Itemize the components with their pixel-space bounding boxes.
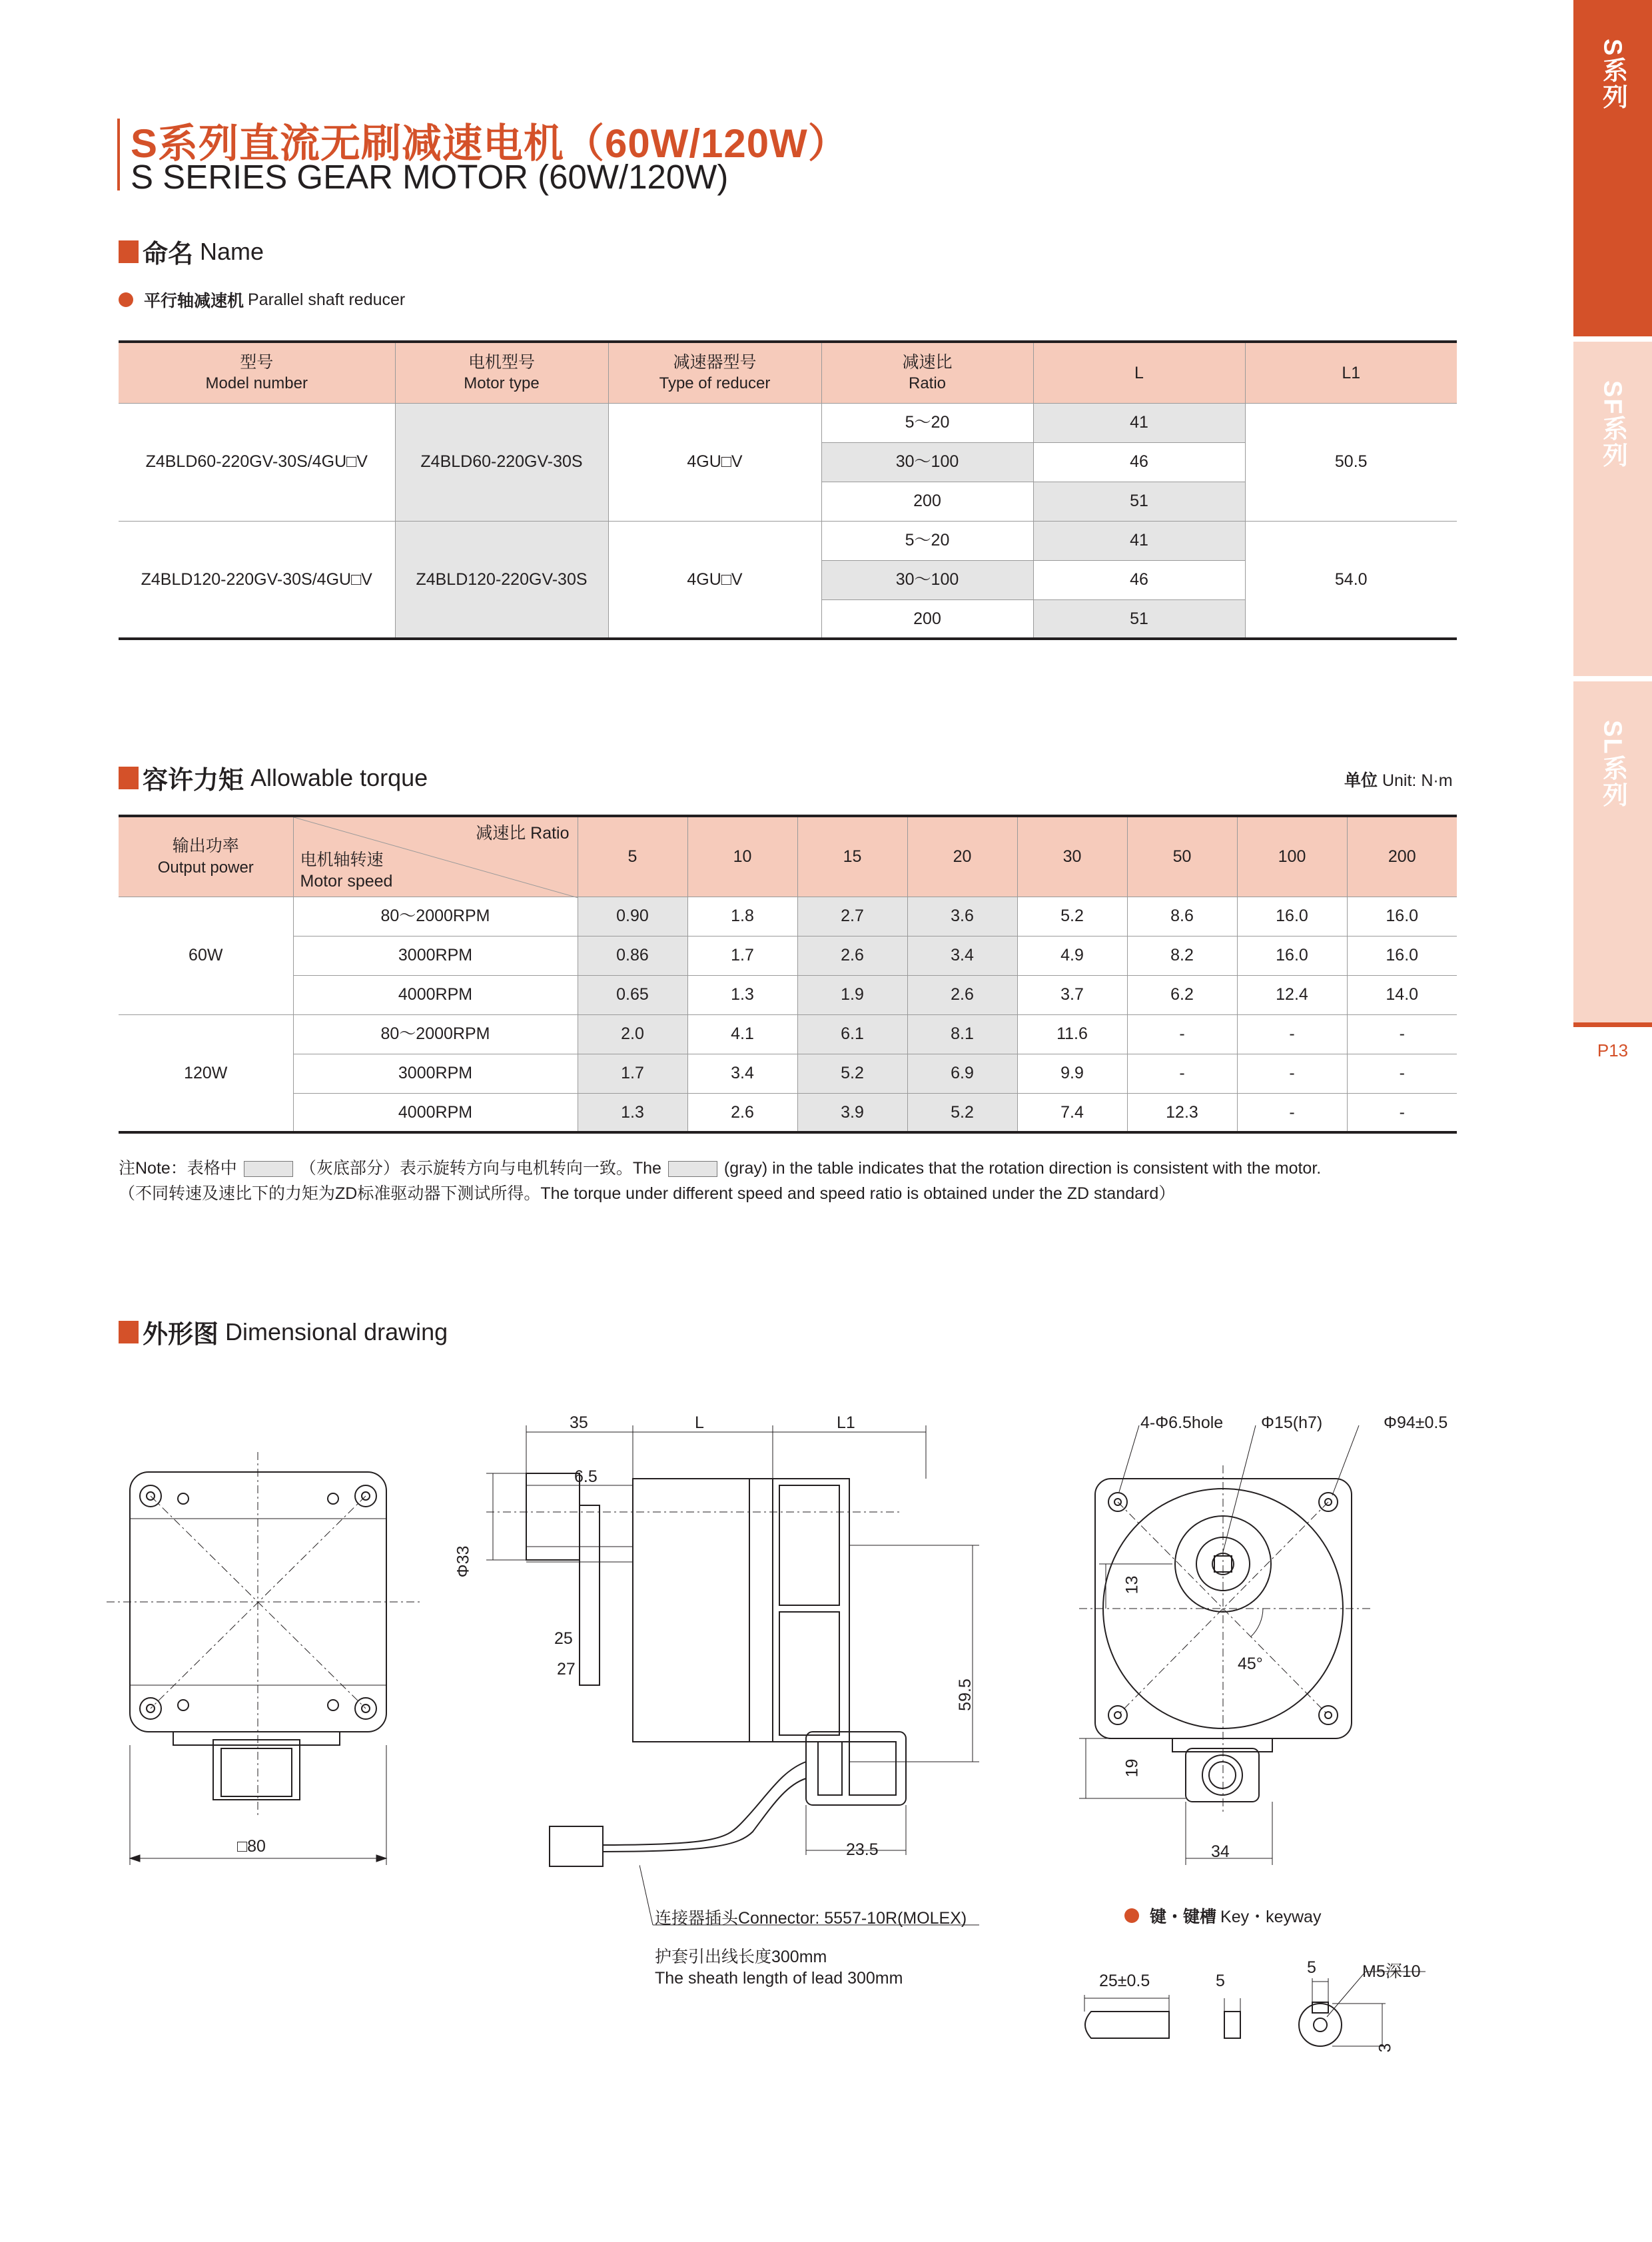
torque-cell: 5.2	[907, 1093, 1017, 1132]
torque-cell: 14.0	[1347, 975, 1457, 1014]
header-ratio-30: 30	[1017, 816, 1127, 897]
power-cell: 60W	[119, 897, 293, 1014]
dim-shaft-dia: Φ15(h7)	[1261, 1413, 1323, 1432]
page-title-en: S SERIES GEAR MOTOR (60W/120W)	[131, 158, 729, 196]
dim-34: 34	[1211, 1842, 1230, 1861]
section-drawing-heading	[119, 1313, 448, 1350]
ratio-cell: 30～100	[821, 560, 1033, 599]
header-speed-label: 电机轴转速 Motor speed	[300, 850, 393, 891]
dim-l: L	[695, 1413, 704, 1432]
torque-cell: 1.9	[797, 975, 907, 1014]
header-ratio-200: 200	[1347, 816, 1457, 897]
dim-35: 35	[570, 1413, 588, 1432]
side-tab-sf-label: SF系列	[1598, 380, 1627, 469]
section-name-en: Name	[200, 237, 264, 265]
header-output-power: 输出功率 Output power	[119, 816, 293, 897]
header-ratio-15: 15	[797, 816, 907, 897]
end-view-drawing	[1079, 1412, 1452, 1878]
unit-cn: 单位	[1344, 771, 1378, 790]
torque-cell: -	[1347, 1093, 1457, 1132]
torque-cell: 1.7	[687, 936, 797, 975]
dim-19: 19	[1122, 1758, 1142, 1778]
table-row	[119, 1054, 1457, 1093]
motor-cell: Z4BLD60-220GV-30S	[395, 403, 608, 521]
key-heading-en: Key・keyway	[1220, 1908, 1322, 1926]
dim-23-5: 23.5	[846, 1840, 879, 1859]
speed-cell: 3000RPM	[293, 1054, 578, 1093]
torque-cell: -	[1127, 1014, 1237, 1054]
dim-shaft-diameter: Φ33	[454, 1545, 473, 1578]
torque-cell: 4.9	[1017, 936, 1127, 975]
torque-cell: 3.4	[907, 936, 1017, 975]
l1-cell: 50.5	[1245, 403, 1457, 521]
dim-59-5: 59.5	[955, 1679, 975, 1711]
speed-cell: 3000RPM	[293, 936, 578, 975]
torque-cell: 16.0	[1347, 897, 1457, 936]
dim-pcd: Φ94±0.5	[1384, 1413, 1448, 1432]
torque-cell: -	[1237, 1054, 1347, 1093]
model-cell: Z4BLD60-220GV-30S/4GU□V	[119, 403, 395, 521]
unit-label	[1344, 767, 1453, 791]
torque-cell: 3.9	[797, 1093, 907, 1132]
table-row	[119, 975, 1457, 1014]
naming-table	[119, 340, 1457, 640]
page-title-cn: S系列直流无刷减速电机（60W/120W）	[131, 121, 849, 166]
torque-cell: 1.8	[687, 897, 797, 936]
header-ratio-10: 10	[687, 816, 797, 897]
unit-en: Unit: N·m	[1382, 771, 1453, 790]
torque-cell: 6.9	[907, 1054, 1017, 1093]
torque-cell: -	[1347, 1054, 1457, 1093]
l-cell: 51	[1033, 482, 1245, 521]
ratio-cell: 200	[821, 482, 1033, 521]
header-model: 型号 Model number	[119, 342, 395, 403]
torque-cell: 16.0	[1347, 936, 1457, 975]
torque-cell: 0.65	[578, 975, 687, 1014]
connector-block	[806, 1732, 906, 1805]
page-number: P13	[1597, 1040, 1629, 1060]
header-ratio-100: 100	[1237, 816, 1347, 897]
table-row	[119, 936, 1457, 975]
dim-25: 25	[554, 1629, 573, 1648]
torque-cell: 12.3	[1127, 1093, 1237, 1132]
torque-cell: 3.7	[1017, 975, 1127, 1014]
torque-cell: 0.90	[578, 897, 687, 936]
torque-cell: 1.3	[578, 1093, 687, 1132]
key-keyway-heading	[1124, 1904, 1321, 1928]
torque-cell: 5.2	[1017, 897, 1127, 936]
keyway-depth-label: 3	[1376, 2043, 1395, 2053]
gray-swatch	[244, 1161, 293, 1177]
torque-cell: 4.1	[687, 1014, 797, 1054]
section-name-heading	[119, 233, 264, 270]
bullet-dot	[1124, 1908, 1139, 1923]
lead-length-cn: 护套引出线长度300mm	[655, 1948, 827, 1966]
naming-header-row	[119, 342, 1457, 403]
torque-cell: 2.6	[687, 1093, 797, 1132]
table-row	[119, 897, 1457, 936]
table-row	[119, 1093, 1457, 1132]
gray-swatch	[668, 1161, 717, 1177]
lead-length-en: The sheath length of lead 300mm	[655, 1969, 903, 1988]
torque-cell: 1.7	[578, 1054, 687, 1093]
table-row	[119, 403, 1457, 442]
header-ratio-speed	[293, 816, 578, 897]
torque-cell: 2.0	[578, 1014, 687, 1054]
torque-cell: 8.6	[1127, 897, 1237, 936]
section-marker	[119, 240, 139, 263]
bullet-en: Parallel shaft reducer	[248, 290, 406, 309]
section-drawing-en: Dimensional drawing	[225, 1317, 448, 1345]
side-tab-s[interactable]	[1573, 0, 1652, 336]
torque-cell: -	[1237, 1014, 1347, 1054]
table-row	[119, 521, 1457, 560]
torque-cell: 6.1	[797, 1014, 907, 1054]
section-torque-heading	[119, 759, 428, 796]
speed-cell: 80～2000RPM	[293, 1014, 578, 1054]
section-drawing-cn: 外形图	[143, 1321, 219, 1349]
torque-cell: 11.6	[1017, 1014, 1127, 1054]
shaft-end	[1299, 2004, 1342, 2046]
key-outline	[1085, 2012, 1169, 2038]
header-motor-type: 电机型号 Motor type	[395, 342, 608, 403]
gearbox-body	[633, 1479, 849, 1742]
torque-cell: 16.0	[1237, 936, 1347, 975]
torque-cell: 5.2	[797, 1054, 907, 1093]
torque-cell: 8.1	[907, 1014, 1017, 1054]
side-divider	[1573, 1022, 1652, 1027]
section-marker	[119, 1321, 139, 1343]
power-cell: 120W	[119, 1014, 293, 1132]
l-cell: 41	[1033, 403, 1245, 442]
torque-note-line1: 注Note：表格中 （灰底部分）表示旋转方向与电机转向一致。The (gray) in the table indicates that the rotation direction is consistent with the motor.	[119, 1159, 1322, 1178]
front-view-drawing	[107, 1452, 426, 1878]
torque-cell: 12.4	[1237, 975, 1347, 1014]
side-tab-s-label: S系列	[1598, 39, 1627, 111]
torque-cell: 9.9	[1017, 1054, 1127, 1093]
speed-cell: 80～2000RPM	[293, 897, 578, 936]
dim-l1: L1	[837, 1413, 855, 1432]
thread-label: M5深10	[1362, 1962, 1421, 1981]
bullet-cn: 平行轴减速机	[144, 292, 244, 310]
dim-45-deg: 45°	[1238, 1655, 1263, 1673]
dim-holes: 4-Φ6.5hole	[1140, 1413, 1224, 1432]
l-cell: 46	[1033, 560, 1245, 599]
torque-cell: 2.6	[907, 975, 1017, 1014]
bullet-dot	[119, 292, 133, 307]
l-cell: 41	[1033, 521, 1245, 560]
torque-cell: 6.2	[1127, 975, 1237, 1014]
connector-label: 连接器插头Connector: 5557-10R(MOLEX)	[655, 1909, 967, 1928]
torque-cell: 8.2	[1127, 936, 1237, 975]
torque-cell: 1.3	[687, 975, 797, 1014]
l-cell: 51	[1033, 599, 1245, 639]
motor-cell: Z4BLD120-220GV-30S	[395, 521, 608, 639]
header-ratio-20: 20	[907, 816, 1017, 897]
table-row	[119, 1014, 1457, 1054]
speed-cell: 4000RPM	[293, 975, 578, 1014]
section-name-cn: 命名	[143, 240, 194, 268]
torque-cell: 3.6	[907, 897, 1017, 936]
key-section	[1224, 2012, 1240, 2038]
header-reducer-type: 减速器型号 Type of reducer	[608, 342, 821, 403]
connector-plug	[550, 1826, 603, 1866]
torque-cell: -	[1237, 1093, 1347, 1132]
dim-6-5: 6.5	[574, 1467, 598, 1486]
reducer-cell: 4GU□V	[608, 521, 821, 639]
torque-header-row	[119, 816, 1457, 897]
reducer-cell: 4GU□V	[608, 403, 821, 521]
header-ratio-50: 50	[1127, 816, 1237, 897]
side-tab-sl[interactable]	[1573, 681, 1652, 1022]
header-l: L	[1033, 342, 1245, 403]
key-length-label: 25±0.5	[1099, 1972, 1150, 1990]
ratio-cell: 30～100	[821, 442, 1033, 482]
key-width-label: 5	[1216, 1972, 1225, 1990]
torque-cell: -	[1347, 1014, 1457, 1054]
title-accent-bar	[117, 119, 120, 190]
torque-cell: 2.7	[797, 897, 907, 936]
header-ratio-5: 5	[578, 816, 687, 897]
side-tab-sf[interactable]	[1573, 342, 1652, 676]
torque-cell: 3.4	[687, 1054, 797, 1093]
header-ratio-label: 减速比 Ratio	[476, 824, 570, 843]
header-l1: L1	[1245, 342, 1457, 403]
side-tab-sl-label: SL系列	[1598, 720, 1627, 809]
keyway-width-label: 5	[1307, 1958, 1316, 1977]
torque-cell: 2.6	[797, 936, 907, 975]
ratio-cell: 200	[821, 599, 1033, 639]
front-size-label: □80	[237, 1837, 266, 1856]
ratio-cell: 5～20	[821, 521, 1033, 560]
ratio-cell: 5～20	[821, 403, 1033, 442]
side-view-drawing	[433, 1399, 1019, 1892]
torque-note-line2: （不同转速及速比下的力矩为ZD标准驱动器下测试所得。The torque under different speed and speed ratio is obtained under the ZD standard）	[119, 1184, 1176, 1203]
dim-27: 27	[557, 1660, 576, 1679]
torque-cell: -	[1127, 1054, 1237, 1093]
section-marker	[119, 767, 139, 789]
reducer-type-bullet	[119, 288, 405, 312]
key-heading-cn: 键・键槽	[1150, 1908, 1217, 1926]
l1-cell: 54.0	[1245, 521, 1457, 639]
header-ratio: 减速比 Ratio	[821, 342, 1033, 403]
torque-cell: 0.86	[578, 936, 687, 975]
section-torque-en: Allowable torque	[250, 763, 428, 791]
torque-cell: 16.0	[1237, 897, 1347, 936]
dim-13: 13	[1122, 1575, 1142, 1595]
section-torque-cn: 容许力矩	[143, 767, 244, 795]
speed-cell: 4000RPM	[293, 1093, 578, 1132]
model-cell: Z4BLD120-220GV-30S/4GU□V	[119, 521, 395, 639]
torque-table	[119, 815, 1457, 1134]
l-cell: 46	[1033, 442, 1245, 482]
torque-cell: 7.4	[1017, 1093, 1127, 1132]
